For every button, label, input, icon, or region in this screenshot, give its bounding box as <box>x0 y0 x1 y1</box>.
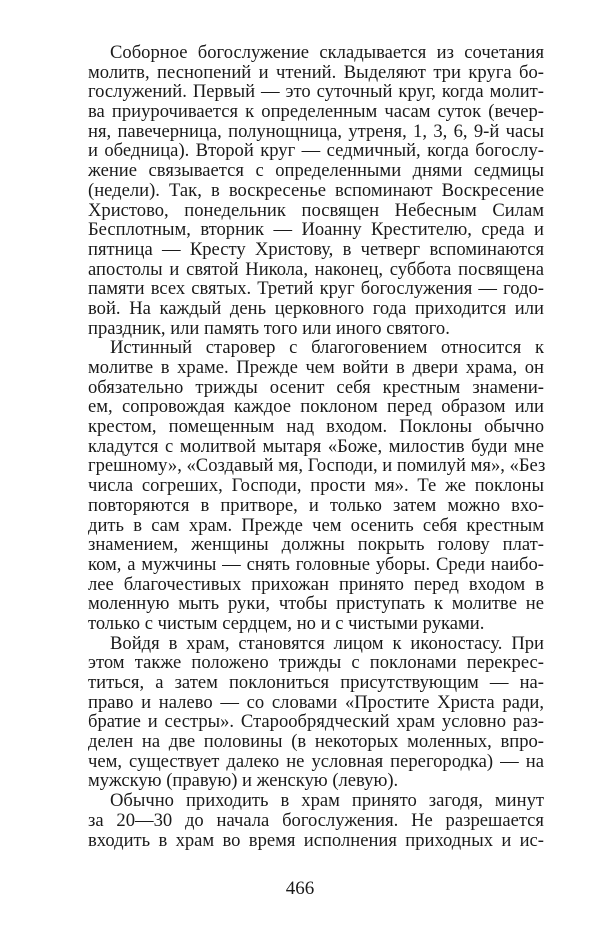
page-number: 466 <box>285 878 315 899</box>
text-line: чем, существует далеко не условная перегородка) — на <box>88 750 544 772</box>
paragraph <box>88 338 544 633</box>
text-line: дить в сам храм. Прежде чем осенить себя крестным <box>88 514 544 536</box>
text-line: Христово, понедельник посвящен Небесным Силам <box>88 199 544 221</box>
text-line: за 20—30 до начала богослужения. Не разрешается <box>88 809 544 831</box>
text-line: кладутся с молитвой мытаря «Боже, милостив буди мне <box>88 435 544 457</box>
text-line: этом также положено трижды с поклонами перекрес- <box>88 652 544 674</box>
text-line: крестом, помещенным над входом. Поклоны обычно <box>88 416 544 438</box>
text-line: только с чистым сердцем, но и с чистыми руками. <box>88 612 485 634</box>
text-line: Бесплотным, вторник — Иоанну Крестителю, среда и <box>88 219 544 241</box>
paragraph <box>88 43 544 338</box>
text-line: числа согреших, Господи, прости мя». Те же поклоны <box>88 475 544 497</box>
text-line: (недели). Так, в воскресенье вспоминают Воскресение <box>88 179 544 201</box>
text-line: апостолы и святой Никола, наконец, суббота посвящена <box>88 258 544 280</box>
text-line: гослужений. Первый — это суточный круг, когда молит- <box>88 81 544 103</box>
text-line: Истинный старовер с благоговением относится к <box>110 337 544 359</box>
text-line: пятница — Кресту Христову, в четверг вспоминаются <box>88 238 544 260</box>
text-line: мужскую (правую) и женскую (левую). <box>88 770 399 792</box>
text-line: право и налево — со словами «Простите Христа ради, <box>88 691 544 713</box>
text-line: Соборное богослужение складывается из сочетания <box>110 42 544 63</box>
text-line: молитве в храме. Прежде чем войти в двери храма, он <box>88 357 544 378</box>
text-line: грешному», «Создавый мя, Господи, и помилуй мя», «Без <box>88 455 546 477</box>
text-line: Войдя в храм, становятся лицом к иконостасу. При <box>110 632 544 654</box>
text-line: ва приурочивается к определенным часам суток (вечер- <box>88 101 544 123</box>
text-line: вой. На каждый день церковного года приходится или <box>88 297 544 319</box>
text-line: жение связывается с определенными днями седмицы <box>88 160 544 182</box>
text-line: знамением, женщины должны покрыть голову плат- <box>88 534 544 556</box>
text-line: молитв, песнопений и чтений. Выделяют три круга бо- <box>88 61 544 83</box>
text-line: и обедница). Второй круг — седмичный, когда богослу- <box>88 140 544 162</box>
text-line: праздник, или память того или иного святого. <box>88 317 450 339</box>
text-line: делен на две половины (в некоторых моленных, впро- <box>88 731 544 753</box>
text-line: братие и сестры». Старообрядческий храм условно раз- <box>88 711 544 733</box>
paragraph <box>88 791 544 850</box>
text-line: повторяются в притворе, и только затем можно вхо- <box>88 494 544 516</box>
paragraph <box>88 634 544 792</box>
text-line: лее благочестивых прихожан принято перед входом в <box>88 573 544 595</box>
text-line: титься, а затем поклониться присутствующим — на- <box>88 672 544 693</box>
text-line: обязательно трижды осенит себя крестным знамени- <box>88 376 544 398</box>
page-body <box>88 43 544 850</box>
text-line: памяти всех святых. Третий круг богослужения — годо- <box>88 278 544 300</box>
text-line: ем, сопровождая каждое поклоном перед образом или <box>88 396 544 418</box>
text-line: ком, а мужчины — снять головные уборы. Среди наибо- <box>88 553 544 575</box>
text-line: входить в храм во время исполнения приходных и ис- <box>88 829 544 851</box>
text-line: Обычно приходить в храм принято загодя, минут <box>110 790 544 812</box>
text-line: ня, павечерница, полунощница, утреня, 1, 3, 6, 9-й часы <box>88 120 544 142</box>
text-line: моленную мыть руки, чтобы приступать к молитве не <box>88 593 544 615</box>
